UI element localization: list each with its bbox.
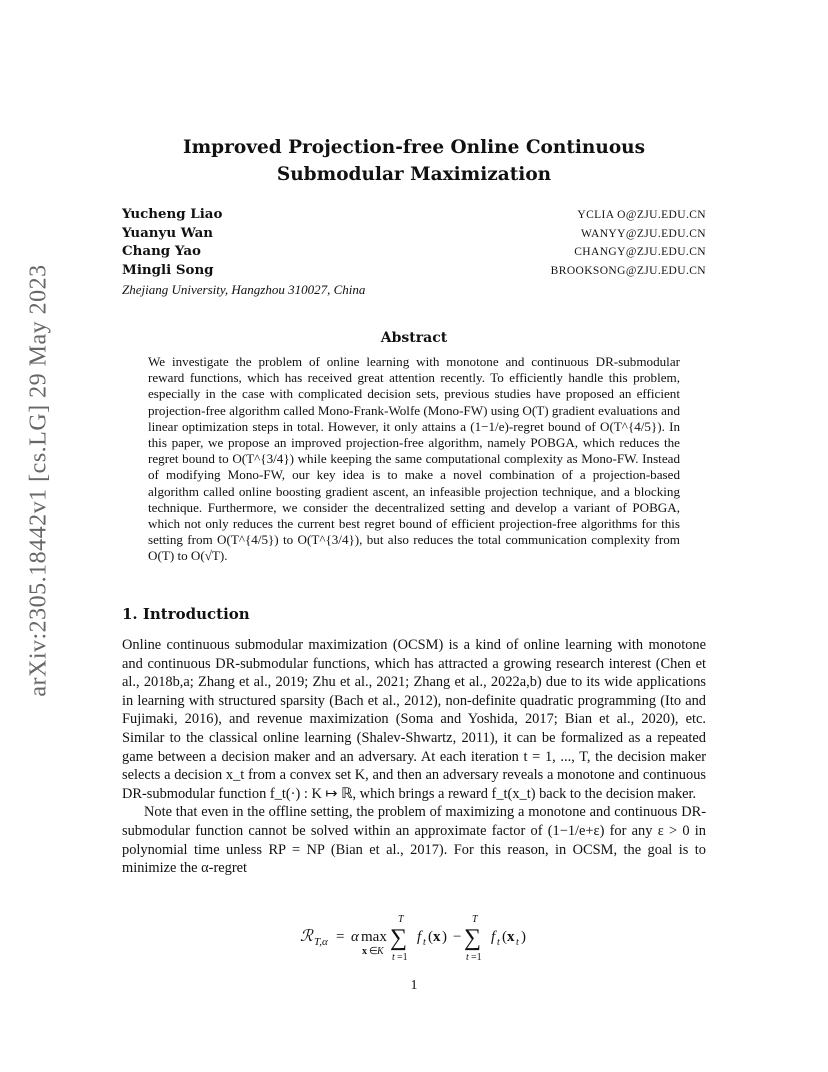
author-name: Chang Yao [122,243,201,259]
svg-text:f: f [417,929,422,945]
svg-text:t: t [466,952,469,963]
section-heading: 1. Introduction [122,605,250,623]
page-number: 1 [410,978,418,993]
svg-text:∈: ∈ [369,946,378,957]
svg-text:T,α: T,α [314,936,328,948]
svg-text:x: x [507,929,515,945]
author-name: Mingli Song [122,261,214,278]
paragraph: Note that even in the offline setting, the problem of maximizing a monotone and continuous DR-submodular function cannot be solved within an approximate factor of (1−1/e+ε) for any ε > 0 in polynomial time unless RP = NP (Bian et al., 2017). For this reason, in OCSM, the goal is to minimize the α-regret [122,804,706,877]
regret-equation-graphic [122,908,706,964]
svg-text:t: t [497,937,500,948]
author-row [122,225,706,244]
author-row [122,243,706,262]
author-row [122,262,706,281]
author-row [122,206,706,225]
paper-title: Improved Projection-free Online Continuous Submodular Maximization [182,137,646,185]
svg-text:max: max [361,929,387,945]
svg-text:ℛ: ℛ [300,928,313,945]
author-name: Yuanyu Wan [122,224,214,241]
svg-text:t: t [516,937,519,948]
svg-text:K: K [377,946,384,957]
svg-text:=1: =1 [471,952,482,963]
regret-equation [122,908,706,964]
svg-text:α: α [351,929,359,945]
abstract-heading: Abstract [380,330,448,346]
paragraph: Online continuous submodular maximization (OCSM) is a kind of online learning with monotone and continuous DR-submodular functions, which has attracted a growing research interest (Chen et al., 2018b,a; Zhang et al., 2019; Zhu et al., 2021; Zhang et al., 2022a,b) due to its wide applications in learning with structured sparsity (Bach et al., 2012), non-definite quadratic programming (Ito and Fujimaki, 2016), and revenue maximization (Soma and Yoshida, 2017; Bian et al., 2020), etc. Similar to the classical online learning (Shalev-Shwartz, 2011), it can be formalized as a repeated game between a decision maker and an adversary. At each iteration t = 1, ..., T, the decision maker selects a decision x_t from a convex set K, and then an adversary reveals a monotone and continuous DR-submodular function f_t(·) : K ↦ ℝ, which brings a reward f_t(x_t) back to the decision maker. [122,637,706,802]
author-email: BROOKSONG@ZJU.EDU.CN [550,264,706,277]
svg-text:T: T [398,914,404,925]
author-name: Yucheng Liao [122,206,223,222]
svg-text:=: = [336,929,345,945]
author-email: YCLIA O@ZJU.EDU.CN [577,209,706,221]
author-email: WANYY@ZJU.EDU.CN [581,227,706,240]
affiliation: Zhejiang University, Hangzhou 310027, China [122,282,366,297]
svg-text:f: f [491,929,496,945]
svg-text:−: − [453,929,462,945]
svg-text:T: T [472,914,478,925]
svg-text:=1: =1 [397,952,408,963]
svg-text:(: ( [502,929,507,945]
svg-text:∑: ∑ [464,925,482,951]
svg-text:): ) [521,929,526,945]
arxiv-identifier-text: arXiv:2305.18442v1 [cs.LG] 29 May 2023 [25,263,52,697]
abstract-text: We investigate the problem of online learning with monotone and continuous DR-submodular reward functions, which has received great attention recently. To efficiently handle this problem, especially in the case with complicated decision sets, previous studies have proposed an efficient projection-free algorithm called Mono-Frank-Wolfe (Mono-FW) using O(T) gradient evaluations and linear optimization steps in total. However, it only attains a (1−1/e)-regret bound of O(T^{4/5}). In this paper, we propose an improved projection-free algorithm, namely POBGA, which reduces the regret bound to O(T^{3/4}) while keeping the same computational complexity as Mono-FW. Instead of modifying Mono-FW, our key idea is to make a novel combination of a projection-based algorithm called online boosting gradient ascent, an infeasible projection technique, and a blocking technique. Furthermore, we consider the decentralized setting and develop a variant of POBGA, which not only reduces the current best regret bound of efficient projection-free algorithms for this setting from O(T^{4/5}) to O(T^{3/4}), but also reduces the total communication complexity from O(T) to O(√T). [148,354,680,564]
svg-text:x: x [433,929,441,945]
svg-text:(: ( [428,929,433,945]
svg-text:x: x [362,946,367,957]
svg-text:∑: ∑ [390,925,408,951]
arxiv-identifier [16,263,62,697]
svg-text:): ) [442,929,447,945]
author-email: CHANGY@ZJU.EDU.CN [574,246,706,258]
svg-text:t: t [392,952,395,963]
introduction-body [122,636,706,878]
svg-text:t: t [423,937,426,948]
author-block [122,206,706,298]
